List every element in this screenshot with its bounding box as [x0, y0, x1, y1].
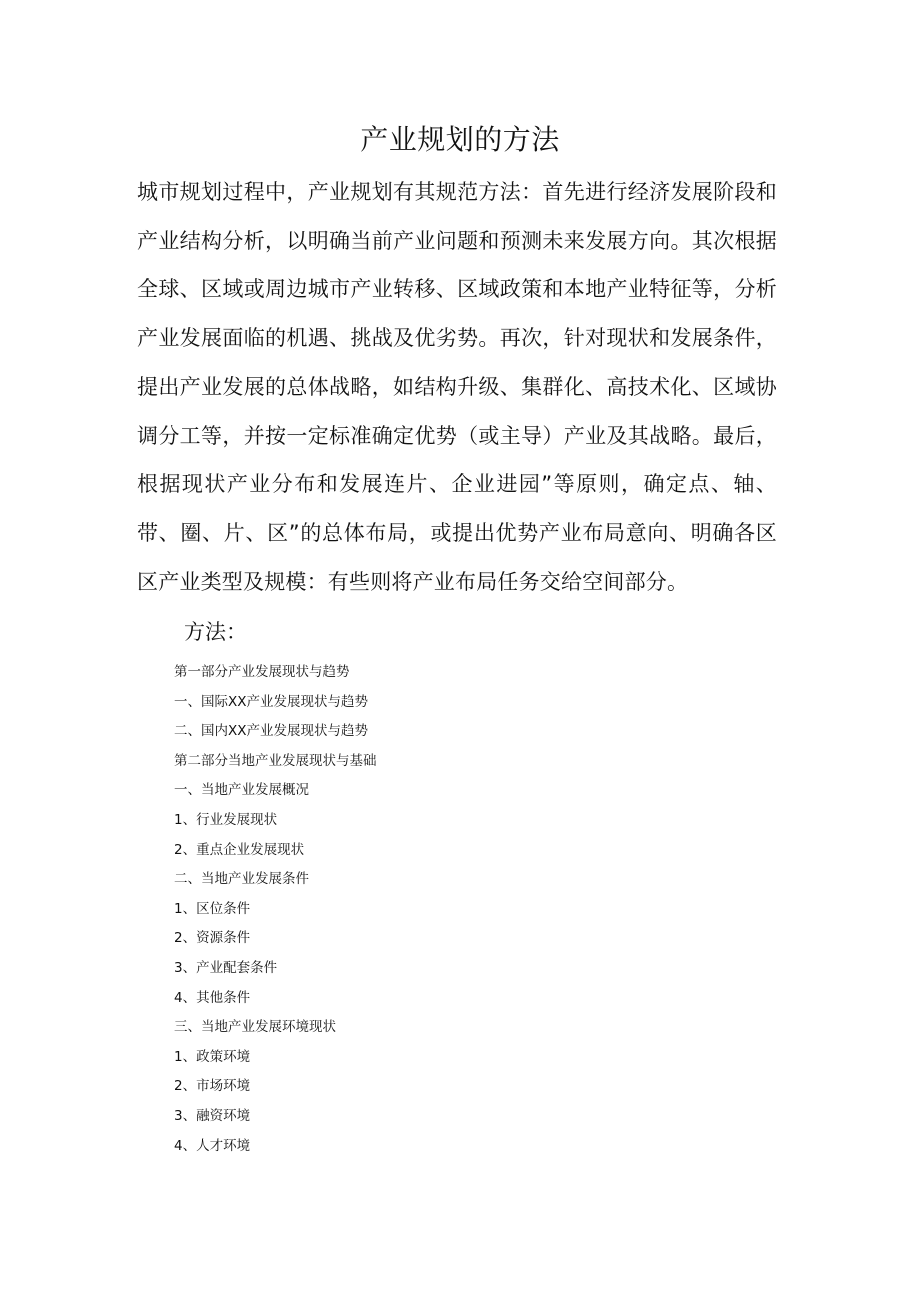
outline-item: 三、当地产业发展环境现状	[174, 1019, 336, 1036]
document-title: 产业规划的方法	[360, 123, 560, 156]
intro-paragraph: 城市规划过程中，产业规划有其规范方法：首先进行经济发展阶段和产业结构分析，以明确当前产业问题和预测未来发展方向。其次根据全球、区域或周边城市产业转移、区域政策和本地产业特征等，分析产业发展面临的机遇、挑战及优劣势。再次，针对现状和发展条件，提出产业发展的总体战略，如结构升级、集群化、高技术化、区域协调分工等，并按一定标准确定优势（或主导）产业及其战略。最后，根据现状产业分布和发展连片、企业进园”等原则，确定点、轴、带、圈、片、区”的总体布局，或提出优势产业布局意向、明确各区区产业类型及规模：有些则将产业布局任务交给空间部分。	[137, 180, 777, 594]
outline-item: 第二部分当地产业发展现状与基础	[174, 752, 377, 769]
outline-item: 4、人才环境	[174, 1137, 251, 1154]
outline-item: 二、国内XX产业发展现状与趋势	[174, 723, 368, 740]
outline-item: 2、重点企业发展现状	[174, 841, 305, 858]
outline-item: 第一部分产业发展现状与趋势	[174, 664, 350, 680]
outline-item: 3、产业配套条件	[174, 959, 278, 976]
outline-item: 3、融资环境	[174, 1107, 251, 1124]
outline-item: 4、其他条件	[174, 989, 251, 1006]
outline-item: 2、资源条件	[174, 930, 251, 947]
outline-item: 2、市场环境	[174, 1078, 251, 1095]
outline-item: 一、国际XX产业发展现状与趋势	[174, 693, 368, 710]
method-label: 方法：	[184, 620, 247, 644]
outline-list	[174, 658, 377, 1161]
outline-item: 1、政策环境	[174, 1048, 251, 1065]
outline-item: 1、区位条件	[174, 900, 251, 917]
outline-item: 一、当地产业发展概况	[174, 782, 309, 799]
outline-item: 二、当地产业发展条件	[174, 871, 309, 888]
outline-item: 1、行业发展现状	[174, 811, 278, 828]
